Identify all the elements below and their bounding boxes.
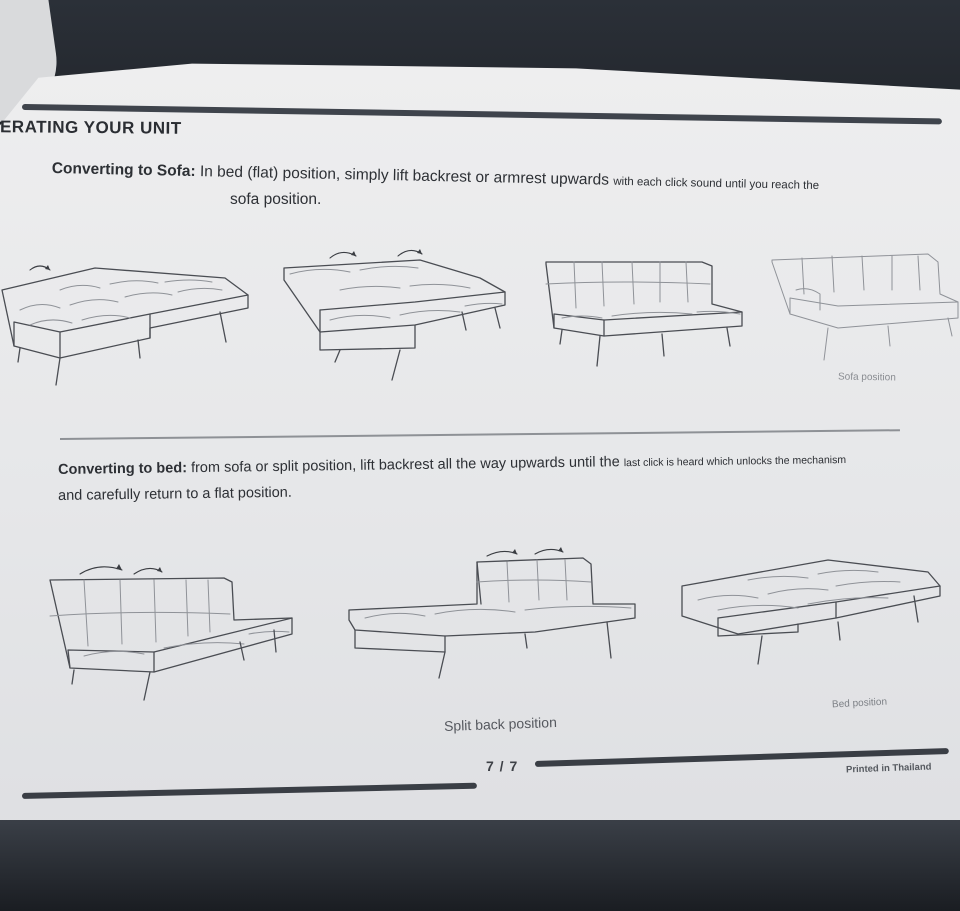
background-bottom <box>0 820 960 911</box>
bed-text-main: from sofa or split position, lift backrest all the way upwards until the <box>190 454 620 477</box>
section-title: ERATING YOUR UNIT <box>0 117 182 138</box>
upright-sofa-arrows-icon <box>44 560 304 725</box>
printed-in-note: Printed in Thailand <box>845 761 932 776</box>
flat-bed-sofa-icon <box>0 250 260 390</box>
bed-text-line2: and carefully return to a flat position. <box>58 484 292 504</box>
split-back-sofa-icon <box>345 548 640 698</box>
bed-heading: Converting to bed: <box>58 460 188 478</box>
sofa-text-small: with each click sound until you reach the <box>613 175 820 193</box>
page-number: 7 / 7 <box>486 758 519 774</box>
bed-position-icon <box>678 552 948 682</box>
caption-sofa-position: Sofa position <box>837 371 896 384</box>
reclining-sofa-icon <box>280 250 510 390</box>
sofa-text-main: In bed (flat) position, simply lift backrest or armrest upwards <box>199 163 610 189</box>
sofa-heading: Converting to Sofa: <box>51 160 196 181</box>
sofa-text-line2: sofa position. <box>230 191 322 208</box>
upright-sofa-icon <box>542 258 752 378</box>
bed-text-small: last click is heard which unlocks the mechanism <box>623 453 847 470</box>
caption-split-back: Split back position <box>443 714 558 734</box>
caption-bed-position: Bed position <box>831 696 888 711</box>
sofa-position-icon <box>768 250 960 370</box>
